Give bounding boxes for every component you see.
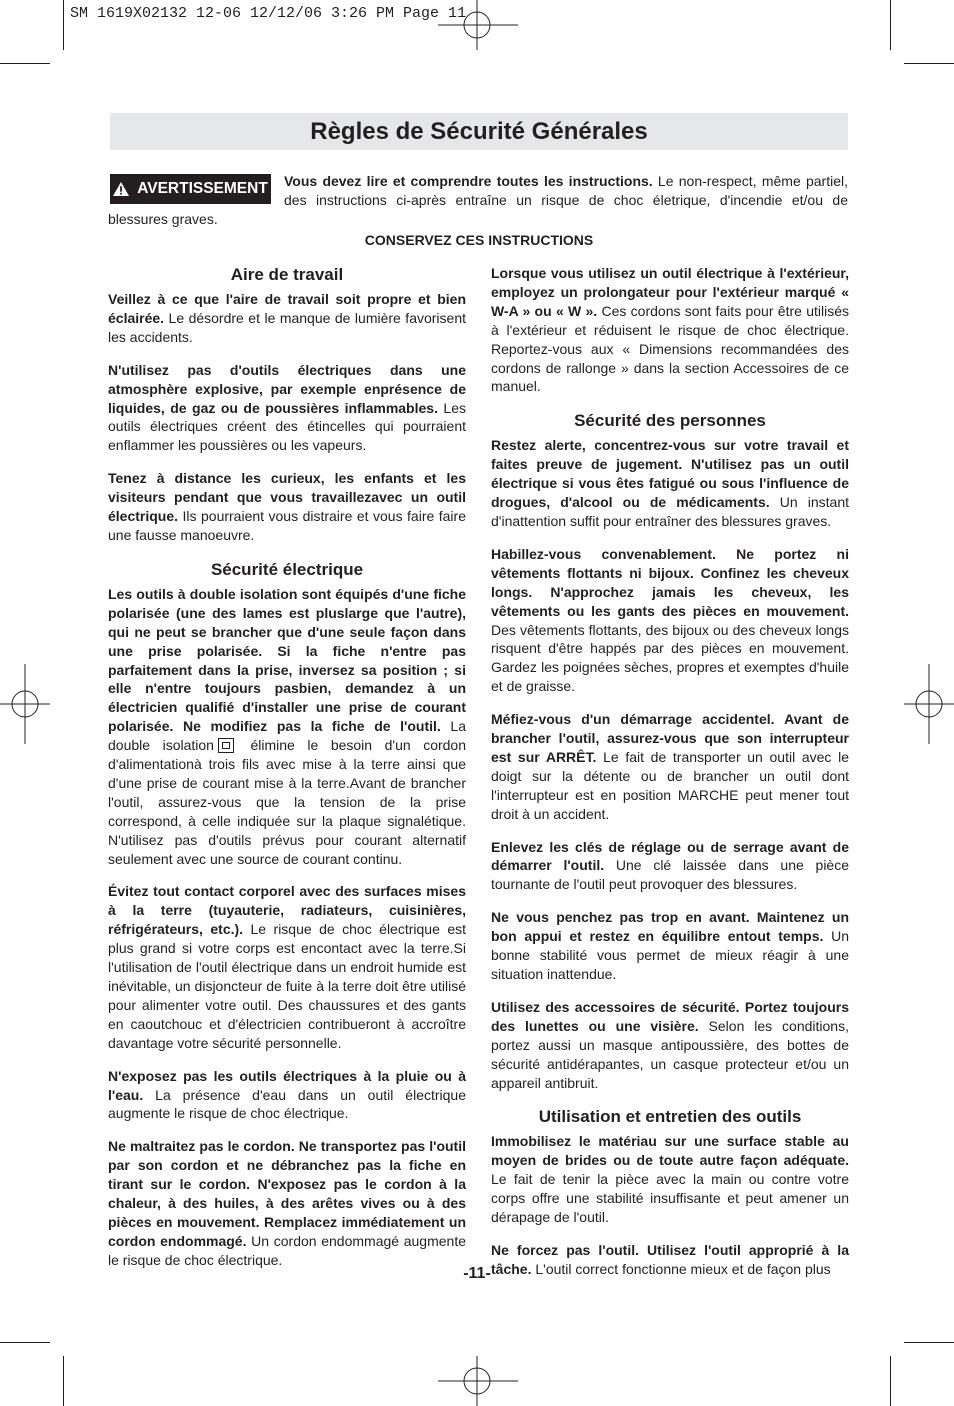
paragraph-bold: Les outils à double isolation sont équipés d'une fiche polarisée (une des lames est pluslarge que l'autre), qui ne peut se brancher que d'une seule façon dans une prise polarisée. Si la fiche n'entre pas parfaitement dans la prise, inversez sa position ; si elle n'entre toujours pasbien, demandez à un électricien qualifié d'installer une prise de courant polarisée. Ne modifiez pas la fiche de l'outil. — [108, 585, 466, 735]
left-column — [108, 264, 466, 1284]
paragraph-text: Le risque de choc électrique est plus grand si votre corps est encontact avec la terre.Si l'utilisation de l'outil électrique dans un endroit humide est inévitable, un disjoncteur de fuite à la terre doit être utilisé pour alimenter votre outil. Des chaussures et des gants en caoutchouc et d'électricien contribueront à accroître davantage votre sécurité personnelle. — [108, 921, 466, 1051]
paragraph-tool-use-2 — [491, 1241, 849, 1279]
paragraph-text: Selon les conditions, portez aussi un masque antipoussière, des bottes de sécurité antidérapantes, un casque protecteur et/ou un appareil antibruit. — [491, 1017, 849, 1091]
paragraph-bold: Lorsque vous utilisez un outil électrique à l'extérieur, employez un prolongateur pour l'extérieur marqué « W-A » ou « W ». — [491, 265, 849, 319]
page-number: -11- — [463, 1265, 491, 1282]
crop-mark-top-left-v — [63, 0, 64, 50]
paragraph-electrical-1 — [108, 585, 466, 869]
paragraph-electrical-4 — [108, 1137, 466, 1269]
heading-work-area: Aire de travail — [230, 265, 344, 284]
crop-mark-top-left-h — [0, 63, 50, 64]
paragraph-text: Ils pourraient vous distraire et vous faire faire une fausse manoeuvre. — [108, 508, 466, 543]
crop-mark-bottom-left-v — [63, 1356, 64, 1406]
paragraph-work-area-3 — [108, 469, 466, 545]
right-column — [491, 264, 849, 1293]
paragraph-text: Le fait de transporter un outil avec le doigt sur la détente ou de brancher un outil dont l'interrupteur est en position MARCHE peut mener tout droit à un accident. — [491, 748, 850, 822]
paragraph-text: Une clé laissée dans une pièce tournante de l'outil peut provoquer des blessures. — [491, 857, 850, 893]
paragraph-work-area-1 — [108, 290, 466, 347]
paragraph-text: Le fait de tenir la pièce avec la main ou contre votre corps offre une stabilité insuffisante et peut amener un dérapage de l'outil. — [491, 1171, 849, 1226]
paragraph-personal-3 — [491, 710, 849, 823]
paragraph-bold: Utilisez des accessoires de sécurité. Portez toujours des lunettes ou une visière. — [491, 998, 849, 1034]
paragraph-text: Ces cordons sont faits pour être utilisés à l'extérieur et réduisent le risque de choc électrique. Reportez-vous aux « Dimensions recommandées des cordons de rallonge » dans la section Accessoires de ce manuel. — [491, 302, 849, 395]
crop-mark-top-right-v — [890, 0, 891, 50]
paragraph-bold: N'utilisez pas d'outils électriques dans une atmosphère explosive, par exemple enprésence de liquides, de gaz ou de poussières inflammables. — [108, 361, 466, 416]
paragraph-personal-1 — [491, 436, 849, 531]
paragraph-text: Les outils électriques créent des étincelles qui pourraient enflammer les poussières ou les vapeurs. — [108, 399, 467, 454]
paragraph-bold: Méfiez-vous d'un démarrage accidentel. Avant de brancher l'outil, assurez-vous que son interrupteur est sur ARRÊT. — [491, 711, 849, 765]
registration-mark-top-icon — [438, 0, 518, 50]
paragraph-electrical-3 — [108, 1067, 466, 1124]
crop-mark-bottom-right-v — [890, 1356, 891, 1406]
paragraph-text: Des vêtements flottants, des bijoux ou des cheveux longs risquent d'être happés par des pièces en mouvement. Gardez les poignées sèches, propres et exemptes d'huile et de graisse. — [491, 621, 849, 695]
crop-mark-bottom-left-h — [0, 1342, 50, 1343]
keep-instructions: CONSERVEZ CES INSTRUCTIONS — [364, 232, 594, 248]
paragraph-bold: Tenez à distance les curieux, les enfants et les visiteurs pendant que vous travaillezavec un outil électrique. — [108, 470, 466, 525]
registration-mark-bottom-icon — [438, 1356, 518, 1406]
heading-electrical: Sécurité électrique — [210, 559, 364, 579]
paragraph-personal-4 — [491, 838, 849, 895]
paragraph-text: L'outil correct fonctionne mieux et de façon plus — [531, 1260, 831, 1277]
warning-badge — [110, 174, 271, 204]
paragraph-tool-use-1 — [491, 1132, 849, 1227]
heading-tool-use: Utilisation et entretien des outils — [538, 1107, 802, 1127]
registration-mark-left-icon — [0, 664, 50, 744]
paragraph-bold: N'exposez pas les outils électriques à la pluie ou à l'eau. — [108, 1067, 466, 1103]
paragraph-text: élimine le besoin d'un cordon d'alimentationà trois fils avec mise à la terre ainsi que d'une prise de courant mise à la terre.Avant de brancher l'outil, assurez-vous que la tension de la prise correspond, à celle indiquée sur la plaque signalétique. N'utilisez pas d'outils prévus pour courant alternatif seulement avec une source de courant continu. — [108, 737, 466, 867]
page-title: Règles de Sécurité Générales — [310, 118, 648, 145]
paragraph-text: Un bonne stabilité vous permet de mieux réagir à une situation inattendue. — [491, 928, 849, 982]
paragraph-text: Un cordon endommagé augmente le risque de choc électrique. — [108, 1232, 467, 1268]
paragraph-text: Le désordre et le manque de lumière favorisent les accidents. — [108, 309, 466, 345]
paragraph-bold: Restez alerte, concentrez-vous sur votre travail et faites preuve de jugement. N'utilisez pas un outil électrique si vous êtes fatigué ou sous l'influence de drogues, d'alcool ou de médicaments. — [491, 437, 849, 511]
paragraph-personal-6 — [491, 998, 849, 1093]
warning-text-bold: Vous devez lire et comprendre toutes les instructions. — [284, 173, 653, 189]
paragraph-bold: Habillez-vous convenablement. Ne portez ni vêtements flottants ni bijoux. Confinez les cheveux longs. N'approchez jamais les cheveux, les vêtements ou les gants des pièces en mouvement. — [491, 545, 849, 619]
heading-personal-safety: Sécurité des personnes — [574, 411, 766, 431]
paragraph-outdoor-1 — [491, 264, 849, 396]
paragraph-text: La double isolation — [108, 718, 466, 754]
paragraph-bold: Enlevez les clés de réglage ou de serrage avant de démarrer l'outil. — [491, 838, 849, 874]
warning-text-body: Le non-respect, même partiel, des instructions ci-après entraîne un risque de choc életrique, d'incendie et/ou de blessures graves. — [108, 173, 848, 227]
paragraph-text: Un instant d'inattention suffit pour entraîner des blessures graves. — [491, 494, 849, 529]
paragraph-bold: Ne vous penchez pas trop en avant. Maintenez un bon appui et restez en équilibre entout temps. — [491, 909, 849, 945]
double-insulation-icon — [218, 738, 234, 753]
crop-mark-bottom-right-h — [904, 1342, 954, 1343]
registration-mark-right-icon — [904, 664, 954, 744]
warning-triangle-icon — [113, 182, 129, 196]
paragraph-bold: Ne maltraitez pas le cordon. Ne transportez pas l'outil par son cordon et ne débranchez pas la fiche en tirant sur le cordon. N'exposez pas le cordon à la chaleur, à des huiles, à des arêtes vives ou à des pièces en mouvement. Remplacez immédiatement un cordon endommagé. — [108, 1138, 466, 1249]
paragraph-bold: Veillez à ce que l'aire de travail soit propre et bien éclairée. — [108, 291, 466, 326]
paragraph-personal-2 — [491, 545, 849, 696]
paragraph-bold: Immobilisez le matériau sur une surface stable au moyen de brides ou de toute autre façon adéquate. — [491, 1133, 849, 1169]
paragraph-bold: Évitez tout contact corporel avec des surfaces mises à la terre (tuyauterie, radiateurs, cuisinières, réfrigérateurs, etc.). — [108, 883, 466, 938]
paragraph-text: La présence d'eau dans un outil électrique augmente le risque de choc électrique. — [108, 1086, 466, 1122]
paragraph-electrical-2 — [108, 882, 466, 1052]
paragraph-bold: Ne forcez pas l'outil. Utilisez l'outil approprié à la tâche. — [491, 1241, 849, 1277]
warning-label: AVERTISSEMENT — [137, 180, 268, 197]
paragraph-personal-5 — [491, 908, 849, 984]
crop-mark-top-right-h — [904, 63, 954, 64]
paragraph-work-area-2 — [108, 361, 466, 456]
printer-slug: SM 1619X02132 12-06 12/12/06 3:26 PM Page 11 — [70, 5, 467, 22]
